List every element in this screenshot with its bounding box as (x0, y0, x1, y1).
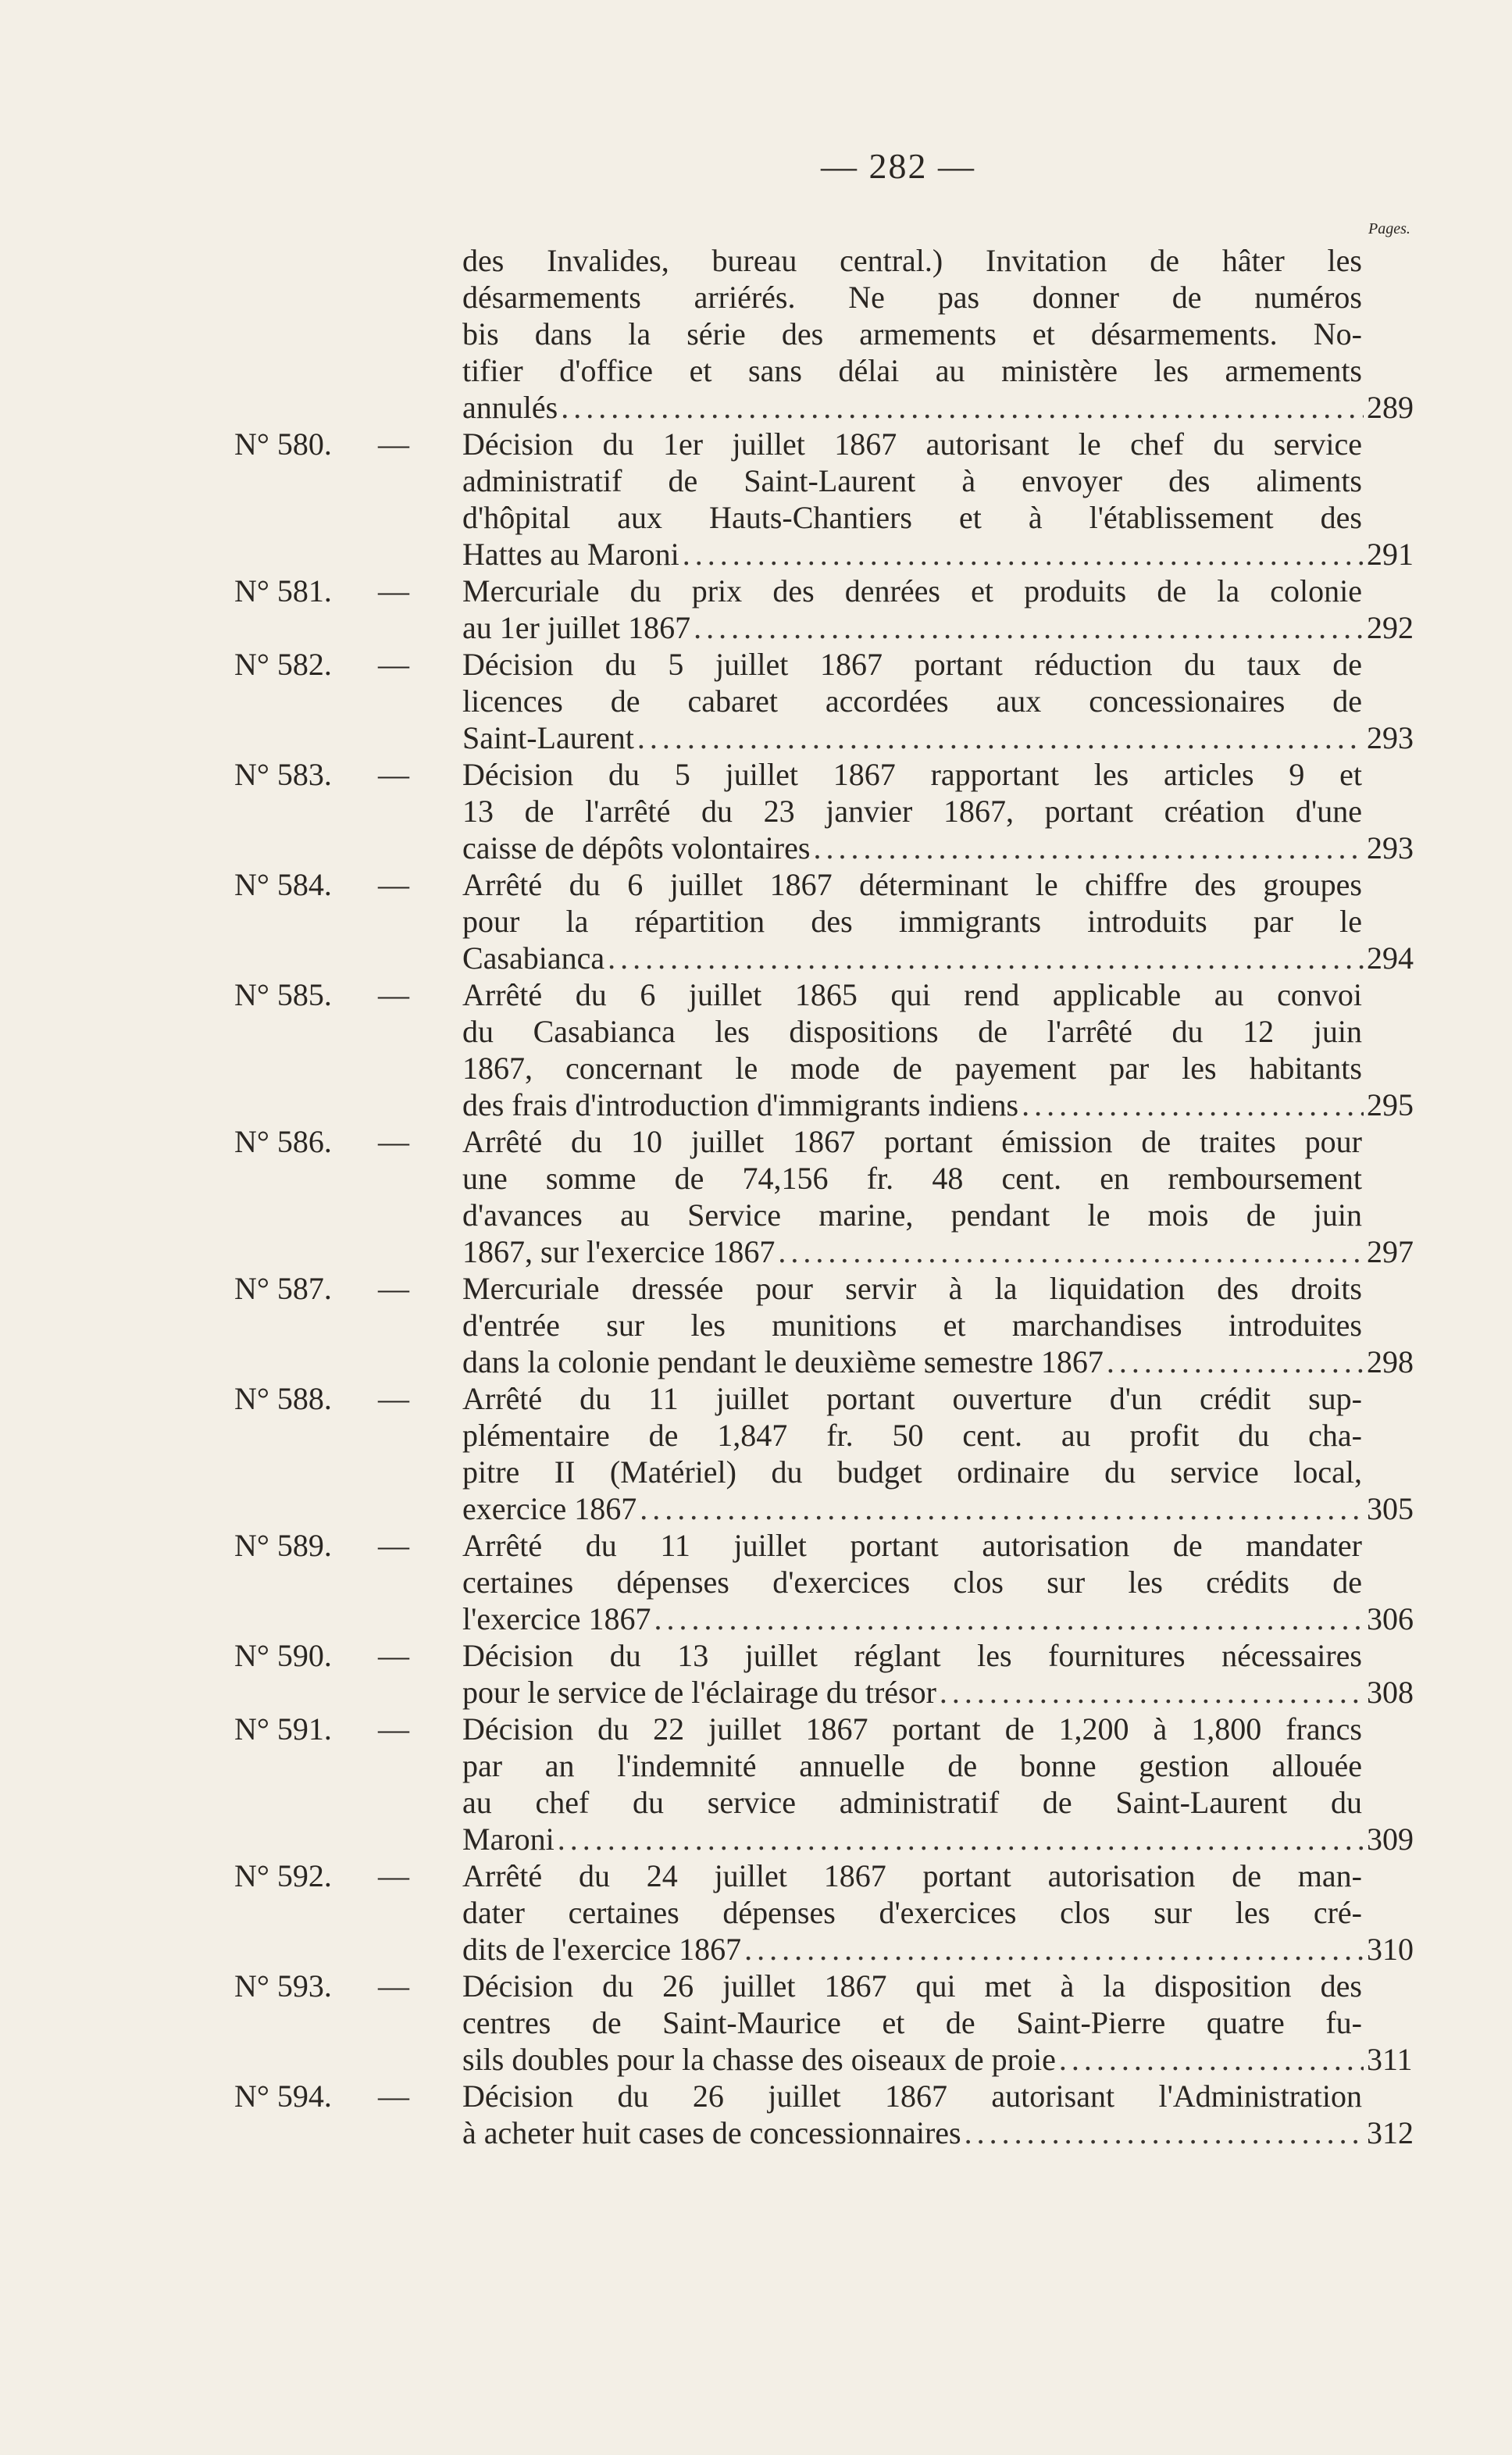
entry-line: pour la répartition des immigrants introduits par le (462, 904, 1362, 939)
entry-last-line (462, 830, 1414, 866)
entry-line: d'hôpital aux Hauts-Chantiers et à l'établissement des (462, 500, 1362, 535)
entry-last-line (462, 1490, 1414, 1527)
entry-line-text: 1867, sur l'exercice 1867 (462, 1234, 776, 1269)
toc-entry (234, 573, 1429, 646)
page-reference: 293 (1367, 830, 1414, 865)
entry-text (462, 756, 1414, 866)
dot-leader (1059, 2041, 1364, 2078)
entry-last-line (462, 1233, 1414, 1270)
entry-dash: — (378, 573, 409, 608)
entry-text (462, 1637, 1414, 1711)
dot-leader (654, 1600, 1364, 1637)
entry-text (462, 2078, 1414, 2151)
entry-text (462, 1711, 1414, 1857)
entry-line-text: sils doubles pour la chasse des oiseaux de proie (462, 2042, 1056, 2077)
entry-line-text: à acheter huit cases de concessionnaires (462, 2115, 961, 2150)
entry-line-text: annulés (462, 390, 558, 425)
entry-number: N° 580. (234, 426, 332, 462)
entry-text (462, 1380, 1414, 1527)
page-reference: 289 (1367, 390, 1414, 425)
toc-entry (234, 646, 1429, 756)
entry-line: Décision du 26 juillet 1867 qui met à la disposition des (462, 1968, 1362, 2004)
page-reference: 295 (1367, 1087, 1414, 1122)
toc-entry (234, 1711, 1429, 1857)
entry-line: Mercuriale du prix des denrées et produits de la colonie (462, 573, 1362, 608)
entry-line: 1867, concernant le mode de payement par les habitants (462, 1051, 1362, 1086)
dot-leader (1022, 1087, 1364, 1123)
entry-last-line (462, 536, 1414, 573)
entry-text (462, 866, 1414, 976)
entry-line: au chef du service administratif de Saint-Laurent du (462, 1785, 1362, 1820)
dot-leader (940, 1674, 1364, 1711)
entry-dash: — (378, 1124, 409, 1159)
entry-text (462, 1270, 1414, 1380)
entry-line-text: au 1er juillet 1867 (462, 610, 691, 645)
entry-dash: — (378, 1638, 409, 1673)
entry-line: administratif de Saint-Laurent à envoyer des aliments (462, 463, 1362, 498)
dot-leader (778, 1233, 1364, 1270)
entry-text (462, 1123, 1414, 1270)
dot-leader (813, 830, 1364, 866)
entry-line: centres de Saint-Maurice et de Saint-Pierre quatre fu- (462, 2005, 1362, 2040)
dot-leader (608, 940, 1364, 976)
dot-leader (640, 1490, 1364, 1527)
entry-dash: — (378, 426, 409, 462)
page-number: — 282 — (821, 146, 975, 186)
entry-line: d'entrée sur les munitions et marchandises introduites (462, 1308, 1362, 1343)
entry-dash: — (378, 647, 409, 682)
entry-line-text: Saint-Laurent (462, 720, 634, 755)
entry-dash: — (378, 2079, 409, 2114)
entry-line: Arrêté du 11 juillet portant ouverture d'un crédit sup- (462, 1381, 1362, 1416)
page-reference: 291 (1367, 537, 1414, 572)
entry-line: du Casabianca les dispositions de l'arrêté du 12 juin (462, 1014, 1362, 1049)
entry-text (462, 1857, 1414, 1968)
entry-line-text: des frais d'introduction d'immigrants indiens (462, 1087, 1019, 1122)
toc-entry (234, 976, 1429, 1123)
entry-number: N° 594. (234, 2079, 332, 2114)
entry-line: Arrêté du 6 juillet 1867 déterminant le chiffre des groupes (462, 867, 1362, 902)
toc-entry (234, 1123, 1429, 1270)
toc-entry (234, 1527, 1429, 1637)
entry-line: Décision du 5 juillet 1867 rapportant les articles 9 et (462, 757, 1362, 792)
entry-line: tifier d'office et sans délai au ministère les armements (462, 353, 1362, 388)
entry-dash: — (378, 1381, 409, 1416)
toc-entry (234, 426, 1429, 573)
entry-last-line (462, 940, 1414, 976)
entry-number: N° 582. (234, 647, 332, 682)
entry-line-text: exercice 1867 (462, 1491, 637, 1526)
dot-leader (561, 389, 1364, 426)
entry-dash: — (378, 1968, 409, 2004)
entry-number: N° 585. (234, 977, 332, 1012)
dot-leader (637, 719, 1364, 756)
entry-line-text: dans la colonie pendant le deuxième semestre 1867 (462, 1344, 1104, 1379)
entry-number: N° 592. (234, 1858, 332, 1893)
dot-leader (558, 1821, 1364, 1857)
entry-line: Arrêté du 6 juillet 1865 qui rend applicable au convoi (462, 977, 1362, 1012)
toc-entry (234, 1380, 1429, 1527)
page-reference: 308 (1367, 1675, 1414, 1710)
entry-line: Décision du 5 juillet 1867 portant réduction du taux de (462, 647, 1362, 682)
entry-line: par an l'indemnité annuelle de bonne gestion allouée (462, 1748, 1362, 1783)
entry-text (462, 646, 1414, 756)
entry-line: certaines dépenses d'exercices clos sur les crédits de (462, 1565, 1362, 1600)
entry-line: bis dans la série des armements et désarmements. No- (462, 316, 1362, 351)
entry-dash: — (378, 1528, 409, 1563)
toc-entry (234, 866, 1429, 976)
toc-entry (234, 1968, 1429, 2078)
entry-last-line (462, 2114, 1414, 2151)
entry-dash: — (378, 1858, 409, 1893)
entry-last-line (462, 1821, 1414, 1857)
entry-line: des Invalides, bureau central.) Invitation de hâter les (462, 243, 1362, 278)
entry-number: N° 584. (234, 867, 332, 902)
entry-number: N° 589. (234, 1528, 332, 1563)
entry-line: Décision du 13 juillet réglant les fournitures nécessaires (462, 1638, 1362, 1673)
entry-last-line (462, 1674, 1414, 1711)
dot-leader (683, 536, 1364, 573)
page-reference: 294 (1367, 940, 1414, 976)
toc-entry (234, 242, 1429, 426)
entry-number: N° 583. (234, 757, 332, 792)
entry-last-line (462, 1087, 1414, 1123)
page-reference: 292 (1367, 610, 1414, 645)
entry-line: dater certaines dépenses d'exercices clos sur les cré- (462, 1895, 1362, 1930)
entry-number: N° 593. (234, 1968, 332, 2004)
entry-line: désarmements arriérés. Ne pas donner de numéros (462, 280, 1362, 315)
toc-entry (234, 2078, 1429, 2151)
page-reference: 310 (1367, 1932, 1414, 1967)
entry-text (462, 242, 1414, 426)
entry-text (462, 1527, 1414, 1637)
entry-line-text: dits de l'exercice 1867 (462, 1932, 742, 1967)
entry-line-text: Casabianca (462, 940, 605, 976)
dot-leader (694, 609, 1364, 646)
toc-entry (234, 1857, 1429, 1968)
toc-entry (234, 1270, 1429, 1380)
entry-number: N° 586. (234, 1124, 332, 1159)
entry-number: N° 588. (234, 1381, 332, 1416)
page-reference: 311 (1367, 2042, 1413, 2077)
dot-leader (965, 2114, 1364, 2151)
entry-line: Arrêté du 10 juillet 1867 portant émission de traites pour (462, 1124, 1362, 1159)
entry-line: d'avances au Service marine, pendant le mois de juin (462, 1197, 1362, 1233)
entry-last-line (462, 1931, 1414, 1968)
entry-line: Décision du 26 juillet 1867 autorisant l'Administration (462, 2079, 1362, 2114)
entry-last-line (462, 719, 1414, 756)
entry-line: Mercuriale dressée pour servir à la liquidation des droits (462, 1271, 1362, 1306)
page-reference: 305 (1367, 1491, 1414, 1526)
entry-line: Décision du 1er juillet 1867 autorisant le chef du service (462, 426, 1362, 462)
dot-leader (1107, 1343, 1364, 1380)
entry-text (462, 573, 1414, 646)
page-reference: 298 (1367, 1344, 1414, 1379)
toc-entry (234, 756, 1429, 866)
entry-last-line (462, 2041, 1413, 2078)
entry-text (462, 976, 1414, 1123)
entry-last-line (462, 609, 1414, 646)
entry-last-line (462, 389, 1414, 426)
entry-line: 13 de l'arrêté du 23 janvier 1867, portant création d'une (462, 794, 1362, 829)
table-of-contents (234, 242, 1429, 2151)
entry-dash: — (378, 977, 409, 1012)
entry-line-text: Maroni (462, 1822, 555, 1857)
entry-line-text: l'exercice 1867 (462, 1601, 651, 1636)
page-reference: 309 (1367, 1822, 1414, 1857)
page-reference: 293 (1367, 720, 1414, 755)
entry-dash: — (378, 757, 409, 792)
entry-line-text: caisse de dépôts volontaires (462, 830, 811, 865)
page-reference: 306 (1367, 1601, 1414, 1636)
entry-last-line (462, 1343, 1414, 1380)
entry-dash: — (378, 1271, 409, 1306)
entry-line: Arrêté du 24 juillet 1867 portant autorisation de man- (462, 1858, 1362, 1893)
entry-line: Décision du 22 juillet 1867 portant de 1,200 à 1,800 francs (462, 1711, 1362, 1747)
entry-line: licences de cabaret accordées aux concessionaires de (462, 683, 1362, 719)
page-reference: 312 (1367, 2115, 1414, 2150)
toc-entry (234, 1637, 1429, 1711)
entry-number: N° 591. (234, 1711, 332, 1747)
entry-number: N° 587. (234, 1271, 332, 1306)
entry-dash: — (378, 1711, 409, 1747)
entry-text (462, 1968, 1413, 2078)
dot-leader (744, 1931, 1364, 1968)
entry-number: N° 590. (234, 1638, 332, 1673)
entry-text (462, 426, 1414, 573)
entry-line: une somme de 74,156 fr. 48 cent. en remboursement (462, 1161, 1362, 1196)
entry-line-text: Hattes au Maroni (462, 537, 679, 572)
entry-line: Arrêté du 11 juillet portant autorisation de mandater (462, 1528, 1362, 1563)
entry-line: pitre II (Matériel) du budget ordinaire du service local, (462, 1454, 1362, 1490)
entry-line: plémentaire de 1,847 fr. 50 cent. au profit du cha- (462, 1418, 1362, 1453)
pages-column-label: Pages. (1368, 220, 1410, 237)
entry-line-text: pour le service de l'éclairage du trésor (462, 1675, 936, 1710)
entry-dash: — (378, 867, 409, 902)
entry-number: N° 581. (234, 573, 332, 608)
page-reference: 297 (1367, 1234, 1414, 1269)
entry-last-line (462, 1600, 1414, 1637)
